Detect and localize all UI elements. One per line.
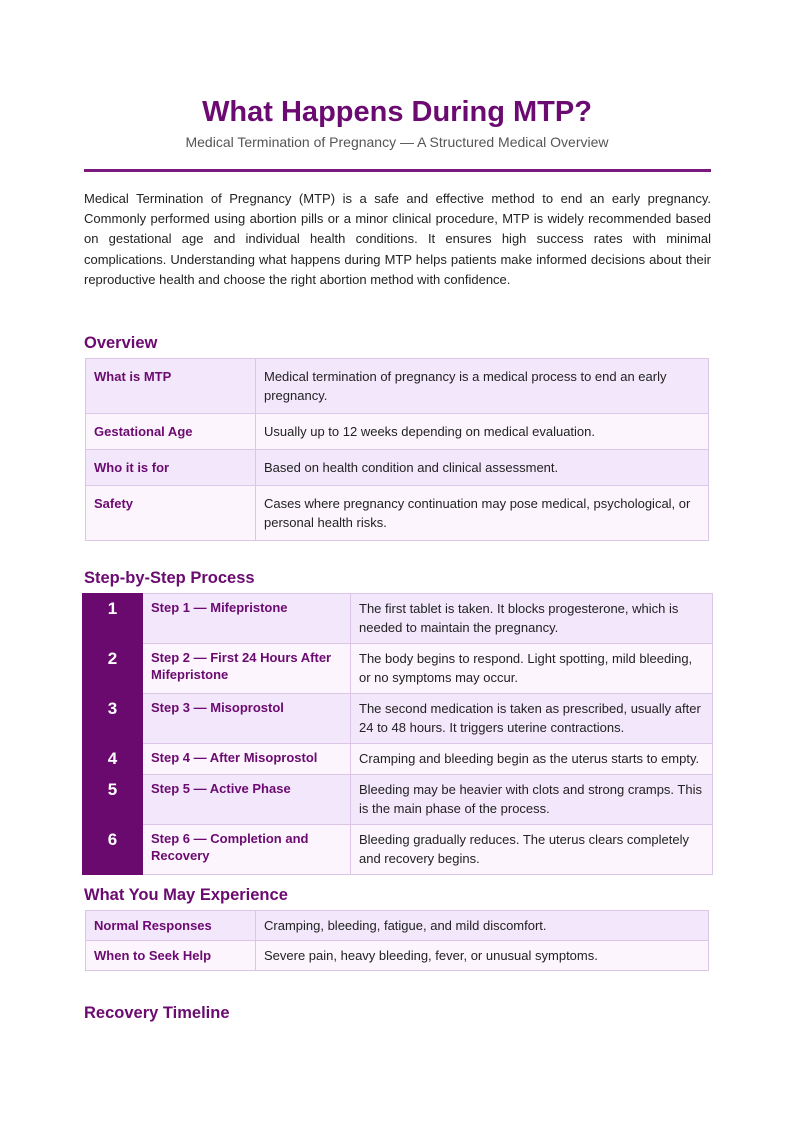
row-value: Cramping, bleeding, fatigue, and mild discomfort. [256,911,709,941]
step-number: 2 [83,644,143,694]
row-value: Medical termination of pregnancy is a medical process to end an early pregnancy. [256,359,709,414]
step-row [83,825,713,875]
step-row [83,594,713,644]
row-value: Severe pain, heavy bleeding, fever, or unusual symptoms. [256,941,709,971]
table-row [86,359,709,414]
step-title: Step 5 — Active Phase [143,775,351,825]
step-description: Cramping and bleeding begin as the uterus starts to empty. [351,744,713,775]
step-number: 3 [83,694,143,744]
steps-heading: Step-by-Step Process [84,569,255,587]
row-value: Based on health condition and clinical assessment. [256,450,709,486]
row-label: Safety [86,486,256,541]
step-title: Step 2 — First 24 Hours After Mifepristone [143,644,351,694]
step-title: Step 3 — Misoprostol [143,694,351,744]
table-row [86,414,709,450]
step-description: Bleeding gradually reduces. The uterus clears completely and recovery begins. [351,825,713,875]
step-row [83,694,713,744]
step-number: 6 [83,825,143,875]
step-row [83,744,713,775]
row-label: Gestational Age [86,414,256,450]
intro-paragraph: Medical Termination of Pregnancy (MTP) is a safe and effective method to end an early pregnancy. Commonly performed using abortion pills or a minor clinical procedure, MTP is widely recommended based on gestational age and individual health conditions. It ensures high success rates with minimal complications. Understanding what happens during MTP helps patients make informed decisions about their reproductive health and choose the right abortion method with confidence. [84,191,711,287]
step-title: Step 6 — Completion and Recovery [143,825,351,875]
step-row [83,644,713,694]
page-title: What Happens During MTP? [202,96,592,128]
step-description: Bleeding may be heavier with clots and strong cramps. This is the main phase of the process. [351,775,713,825]
step-row [83,775,713,825]
step-title: Step 1 — Mifepristone [143,594,351,644]
row-label: Normal Responses [86,911,256,941]
row-value: Cases where pregnancy continuation may pose medical, psychological, or personal health risks. [256,486,709,541]
row-label: What is MTP [86,359,256,414]
step-description: The second medication is taken as prescribed, usually after 24 to 48 hours. It triggers uterine contractions. [351,694,713,744]
step-description: The first tablet is taken. It blocks progesterone, which is needed to maintain the pregnancy. [351,594,713,644]
step-number: 1 [83,594,143,644]
table-row [86,941,709,971]
table-row [86,486,709,541]
step-number: 5 [83,775,143,825]
steps-table [82,593,713,875]
experience-table [85,910,709,971]
row-label: When to Seek Help [86,941,256,971]
row-value: Usually up to 12 weeks depending on medical evaluation. [256,414,709,450]
overview-table [85,358,709,541]
table-row [86,450,709,486]
step-number: 4 [83,744,143,775]
experience-heading: What You May Experience [84,886,288,904]
overview-heading: Overview [84,334,158,352]
page-subtitle: Medical Termination of Pregnancy — A Structured Medical Overview [185,134,609,150]
step-title: Step 4 — After Misoprostol [143,744,351,775]
row-label: Who it is for [86,450,256,486]
divider [84,169,711,172]
recovery-heading: Recovery Timeline [84,1004,230,1022]
step-description: The body begins to respond. Light spotting, mild bleeding, or no symptoms may occur. [351,644,713,694]
table-row [86,911,709,941]
